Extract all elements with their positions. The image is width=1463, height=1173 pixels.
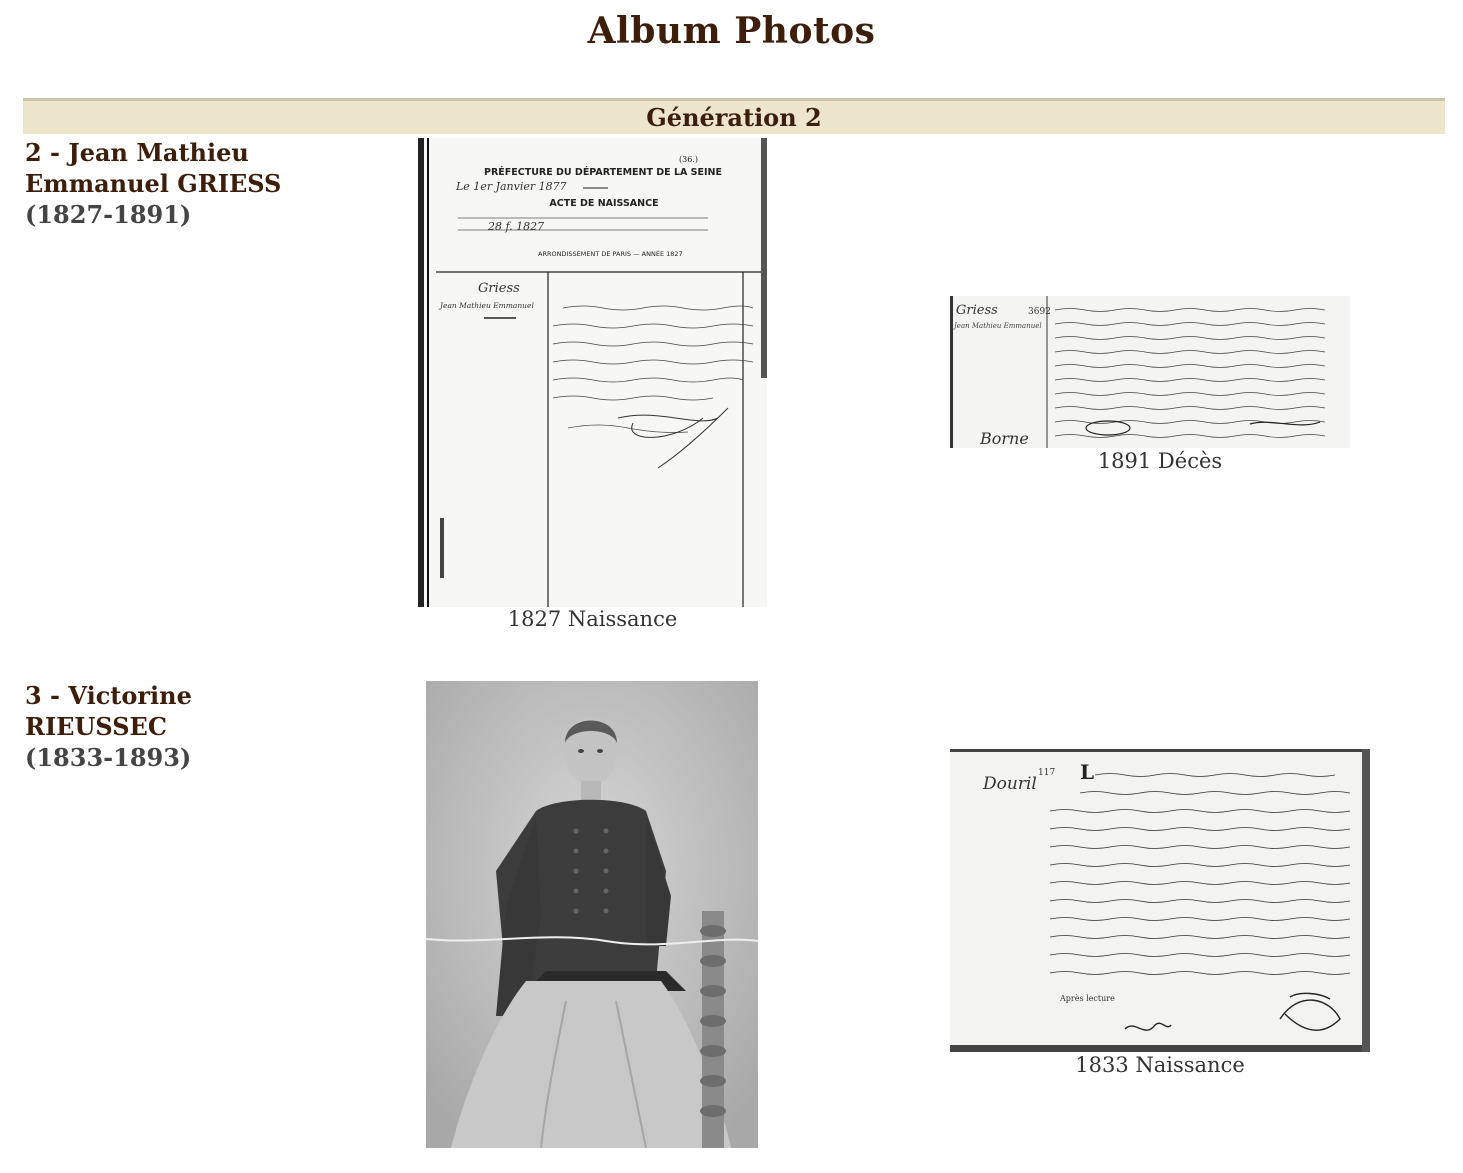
person-name-line2: RIEUSSEC: [25, 712, 167, 741]
birth-record-1833-image[interactable]: [950, 749, 1370, 1052]
birth-certificate-image[interactable]: [418, 138, 767, 607]
portrait-photo[interactable]: [426, 681, 758, 1148]
person-name-line2: Emmanuel GRIESS: [25, 169, 282, 198]
svg-text:117: 117: [1038, 768, 1056, 778]
birth-certificate-caption: 1827 Naissance: [507, 607, 678, 631]
person-name-line1: 2 - Jean Mathieu: [25, 138, 249, 167]
svg-text:Borne: Borne: [980, 429, 1029, 448]
svg-text:28 f. 1827: 28 f. 1827: [488, 220, 545, 233]
page-title: Album Photos: [587, 10, 876, 52]
svg-text:L: L: [1080, 760, 1095, 784]
svg-text:Après lecture: Après lecture: [1060, 994, 1115, 1003]
doc-prefecture: PRÉFECTURE DU DÉPARTEMENT DE LA SEINE: [484, 167, 722, 178]
person-years: (1833-1893): [25, 743, 192, 772]
person-name-line1: 3 - Victorine: [25, 681, 192, 710]
generation-header: Génération 2: [23, 98, 1445, 134]
birth-record-1833-caption: 1833 Naissance: [1075, 1053, 1245, 1077]
death-handwriting-name: Griess: [956, 303, 998, 318]
svg-text:3692: 3692: [1028, 307, 1051, 317]
record-handwriting-name: Douril: [983, 774, 1037, 794]
person-name-rieussec: [25, 680, 192, 773]
svg-text:Le 1er Janvier 1877: Le 1er Janvier 1877: [456, 180, 567, 193]
person-name-griess: [25, 137, 281, 230]
person-years: (1827-1891): [25, 200, 192, 229]
doc-number: (36.): [679, 155, 698, 164]
svg-text:Jean Mathieu Emmanuel: Jean Mathieu Emmanuel: [954, 322, 1042, 330]
doc-handwriting-name: Griess: [478, 281, 520, 296]
death-record-image[interactable]: [950, 296, 1350, 448]
svg-text:Jean Mathieu Emmanuel: Jean Mathieu Emmanuel: [440, 301, 534, 310]
doc-act-title: ACTE DE NAISSANCE: [549, 198, 659, 209]
death-record-caption: 1891 Décès: [1097, 449, 1223, 473]
doc-arrondissement: ARRONDISSEMENT DE PARIS — ANNÉE 1827: [538, 250, 683, 258]
